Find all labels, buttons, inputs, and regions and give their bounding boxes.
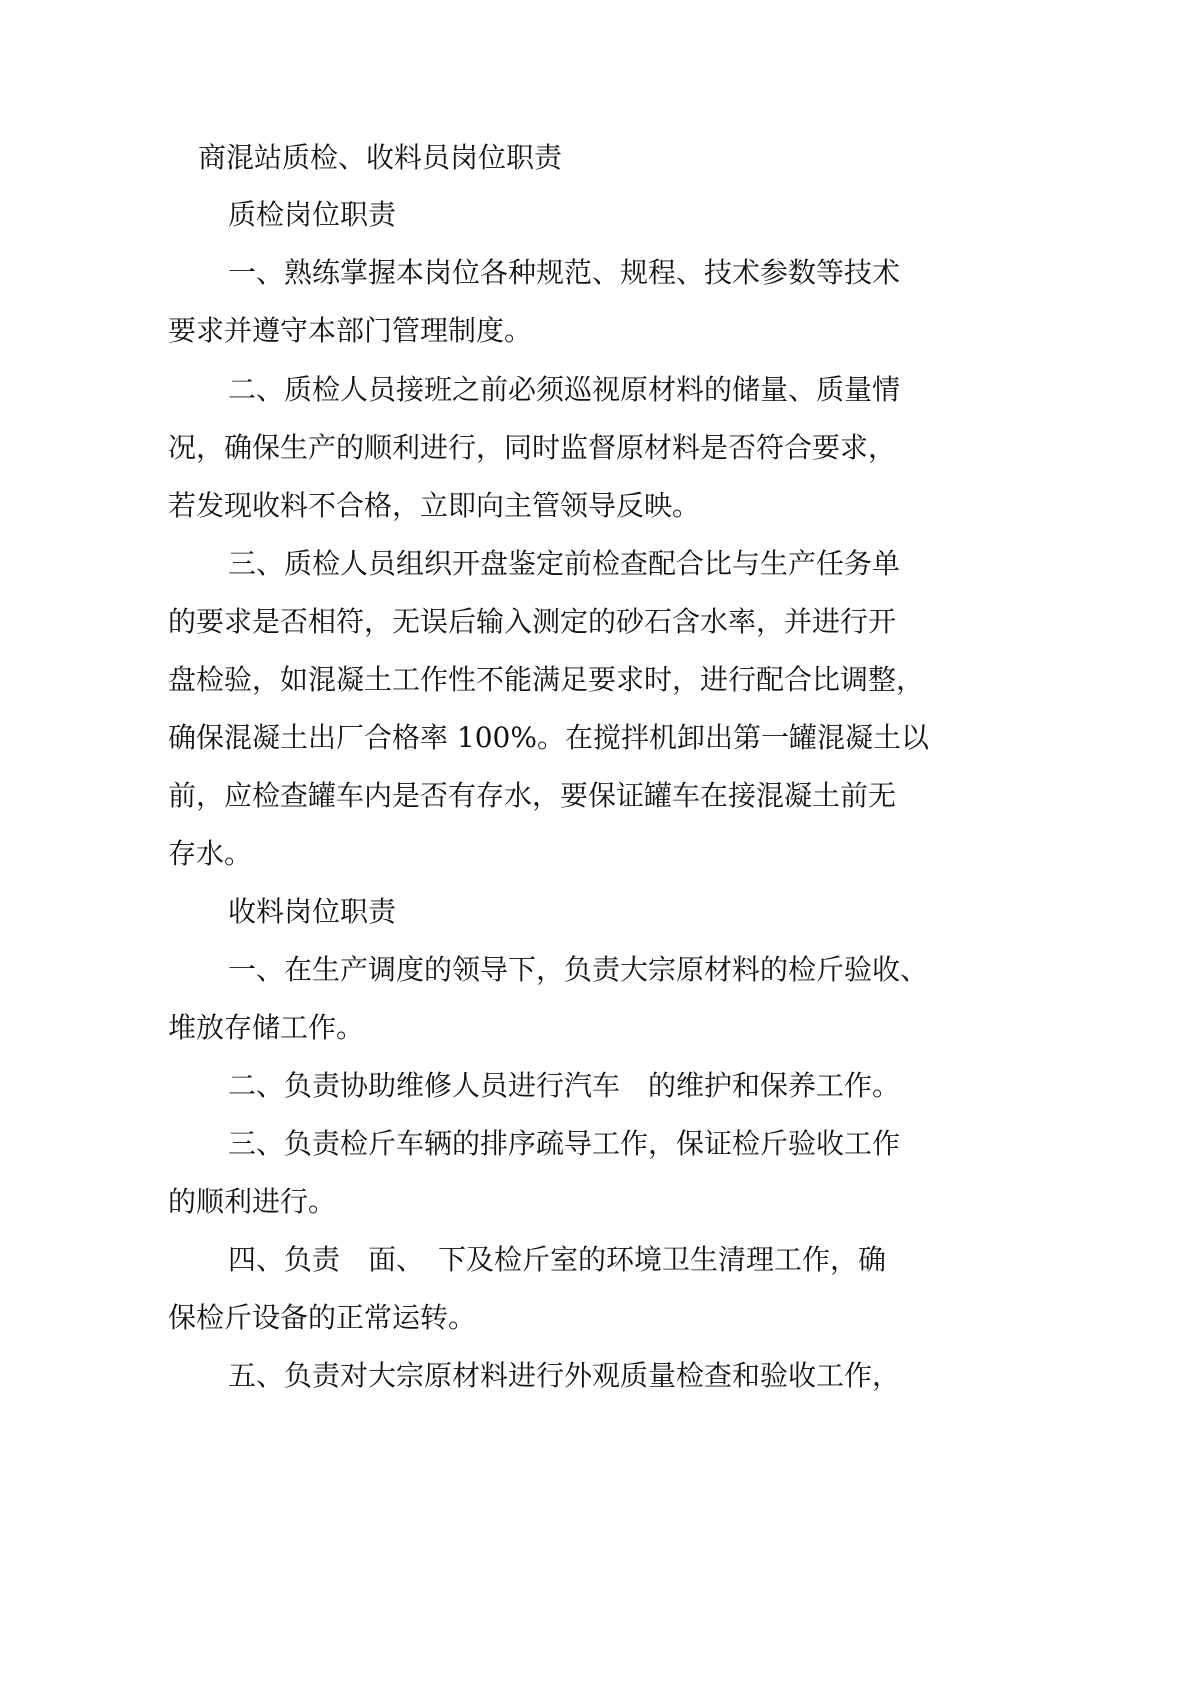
paragraph-line: 保检斤设备的正常运转。 xyxy=(168,1301,477,1334)
paragraph-line: 要求并遵守本部门管理制度。 xyxy=(168,314,533,347)
receiving-section-heading: 收料岗位职责 xyxy=(228,895,397,928)
document-title: 商混站质检、收料员岗位职责 xyxy=(198,141,563,174)
paragraph-line: 存水。 xyxy=(168,837,253,870)
paragraph-line: 二、质检人员接班之前必须巡视原材料的储量、质量情 xyxy=(228,373,901,406)
paragraph-line: 一、在生产调度的领导下，负责大宗原材料的检斤验收、 xyxy=(228,953,929,986)
paragraph-line: 前，应检查罐车内是否有存水，要保证罐车在接混凝土前无 xyxy=(168,779,897,812)
paragraph-line: 况，确保生产的顺利进行，同时监督原材料是否符合要求， xyxy=(168,431,897,464)
paragraph-line: 五、负责对大宗原材料进行外观质量检查和验收工作， xyxy=(228,1359,901,1392)
paragraph-line: 若发现收料不合格，立即向主管领导反映。 xyxy=(168,489,701,522)
paragraph-line: 的要求是否相符，无误后输入测定的砂石含水率，并进行开 xyxy=(168,605,897,638)
paragraph-line: 盘检验，如混凝土工作性不能满足要求时，进行配合比调整， xyxy=(168,663,925,696)
quality-section-heading: 质检岗位职责 xyxy=(228,198,397,231)
paragraph-line: 二、负责协助维修人员进行汽车 的维护和保养工作。 xyxy=(228,1069,901,1102)
paragraph-line: 确保混凝土出厂合格率 100%。在搅拌机卸出第一罐混凝土以 xyxy=(168,721,929,754)
paragraph-line: 堆放存储工作。 xyxy=(168,1011,365,1044)
paragraph-line: 一、熟练掌握本岗位各种规范、规程、技术参数等技术 xyxy=(228,256,901,289)
paragraph-line: 四、负责 面、 下及检斤室的环境卫生清理工作，确 xyxy=(228,1243,887,1276)
paragraph-line: 三、负责检斤车辆的排序疏导工作，保证检斤验收工作 xyxy=(228,1127,901,1160)
paragraph-line: 的顺利进行。 xyxy=(168,1185,337,1218)
paragraph-line: 三、质检人员组织开盘鉴定前检查配合比与生产任务单 xyxy=(228,547,901,580)
